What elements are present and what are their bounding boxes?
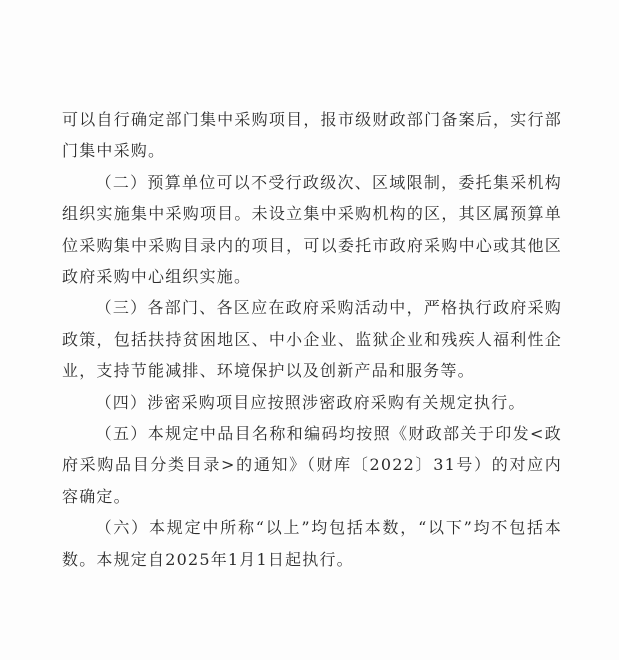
paragraph-item-4: （四）涉密采购项目应按照涉密政府采购有关规定执行。: [95, 392, 526, 412]
paragraph-item-5: （五）本规定中品目名称和编码均按照《财政部关于印发<政府采购品目分类目录>的通知》（财库〔2022〕31号）的对应内容确定。: [62, 424, 562, 506]
paragraph-continuation: 可以自行确定部门集中采购项目，报市级财政部门备案后，实行部门集中采购。: [62, 110, 562, 161]
paragraph-item-3: （三）各部门、各区应在政府采购活动中，严格执行政府采购政策，包括扶持贫困地区、中小企业、监狱企业和残疾人福利性企业，支持节能减排、环境保护以及创新产品和服务等。: [62, 298, 562, 381]
paragraph-item-2: （二）预算单位可以不受行政级次、区域限制，委托集采机构组织实施集中采购项目。未设立集中采购机构的区，其区属预算单位采购集中采购目录内的项目，可以委托市政府采购中心或其他区政府采购中心组织实施。: [62, 172, 562, 287]
document-body: [62, 104, 562, 575]
paragraph-item-6: （六）本规定中所称“以上”均包括本数，“以下”均不包括本数。本规定自2025年1月1日起执行。: [62, 518, 562, 569]
